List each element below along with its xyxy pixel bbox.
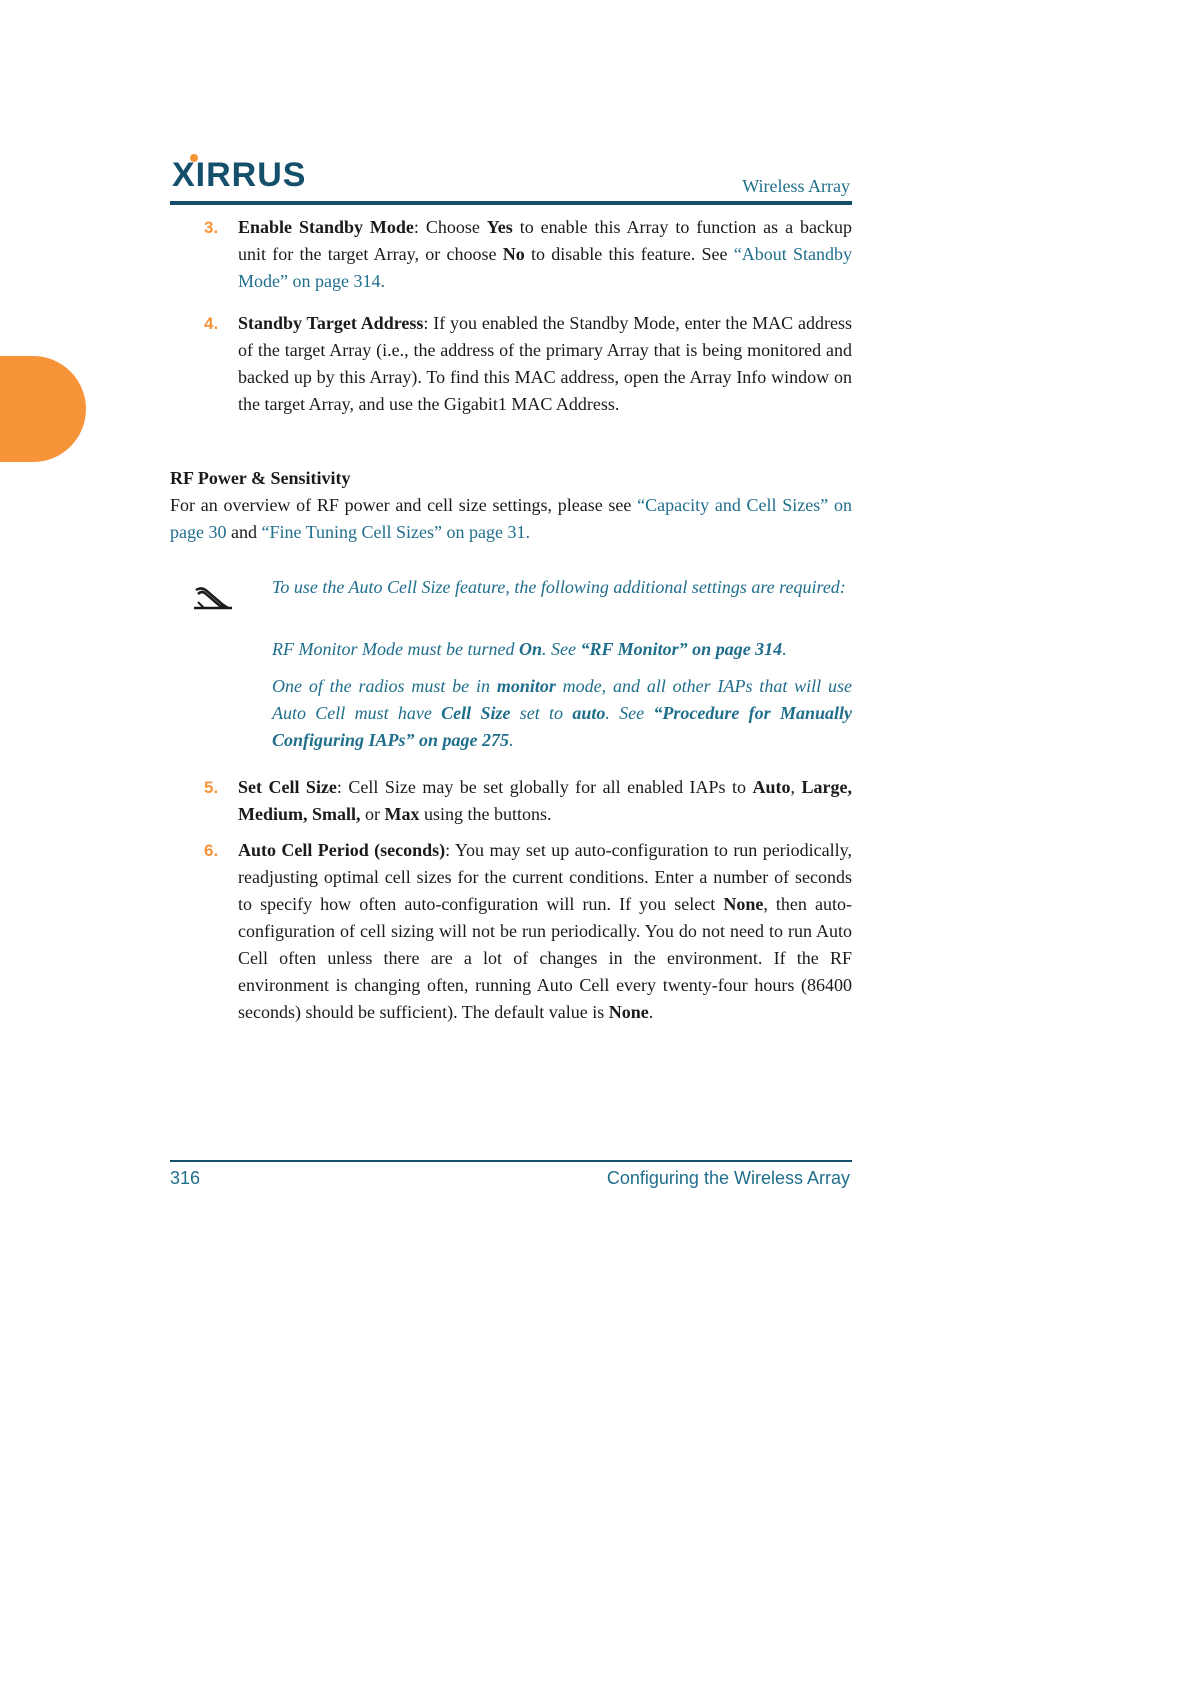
term: Auto Cell Period (seconds) [238,840,446,860]
side-tab-marker [0,356,86,462]
item-number: 3. [204,218,219,237]
note-p3: One of the radios must be in monitor mode, and all other IAPs that will use Auto Cell must have Cell Size set to auto. See “Procedure for Manually Configuring IAPs” on page 275. [272,676,852,750]
pencil-note-icon [192,582,234,614]
term: Set Cell Size [238,777,337,797]
xirrus-logo: XIRRUS [172,156,307,194]
header-rule [170,201,852,205]
item-number: 6. [204,841,219,860]
item-number: 5. [204,778,219,797]
term: Standby Target Address [238,313,424,333]
footer-title: Configuring the Wireless Array [606,1168,850,1188]
link-procedure-configuring-iaps[interactable]: “Procedure for Manually Configuring IAPs” on page 275 [272,703,852,750]
page-number: 316 [170,1168,201,1188]
header-title: Wireless Array [742,176,850,196]
list-item-set-cell-size: Set Cell Size: Cell Size may be set globally for all enabled IAPs to Auto, Large, Medium, Small, or Max using the buttons. [238,777,852,824]
link-about-standby-mode[interactable]: “About Standby Mode” on page 314 [238,244,852,291]
list-item-standby-mode: Enable Standby Mode: Choose Yes to enable this Array to function as a backup unit for the target Array, or choose No to disable this feature. See “About Standby Mode” on page 314. [238,217,852,291]
section-heading: RF Power & Sensitivity [170,468,351,488]
section-intro: For an overview of RF power and cell size settings, please see “Capacity and Cell Sizes” on page 30 and “Fine Tuning Cell Sizes” on page 31. [170,495,852,542]
list-item-standby-target-address: Standby Target Address: If you enabled the Standby Mode, enter the MAC address of the target Array (i.e., the address of the primary Array that is being monitored and backed up by this Array). To find this MAC address, open the Array Info window on the target Array, and use the Gigabit1 MAC Address. [238,313,852,414]
link-fine-tuning-cell-sizes[interactable]: “Fine Tuning Cell Sizes” on page 31 [261,522,526,542]
item-number: 4. [204,314,219,333]
term: Enable Standby Mode [238,217,414,237]
note-p2: RF Monitor Mode must be turned On. See “RF Monitor” on page 314. [272,639,787,659]
link-rf-monitor[interactable]: “RF Monitor” on page 314 [580,639,783,659]
note-p1: To use the Auto Cell Size feature, the following additional settings are required: [272,577,846,597]
link-capacity-cell-sizes[interactable]: “Capacity and Cell Sizes” on page 30 [170,495,852,542]
list-item-auto-cell-period: Auto Cell Period (seconds): You may set up auto-configuration to run periodically, readjusting optimal cell sizes for the current conditions. Enter a number of seconds to specify how often auto-configuration will run. If you select None, then auto-configuration of cell sizing will not be run periodically. You do not need to run Auto Cell often unless there are a lot of changes in the environment. If the RF environment is changing often, running Auto Cell every twenty-four hours (86400 seconds) should be sufficient). The default value is None. [238,840,852,1022]
footer-rule [170,1160,852,1162]
